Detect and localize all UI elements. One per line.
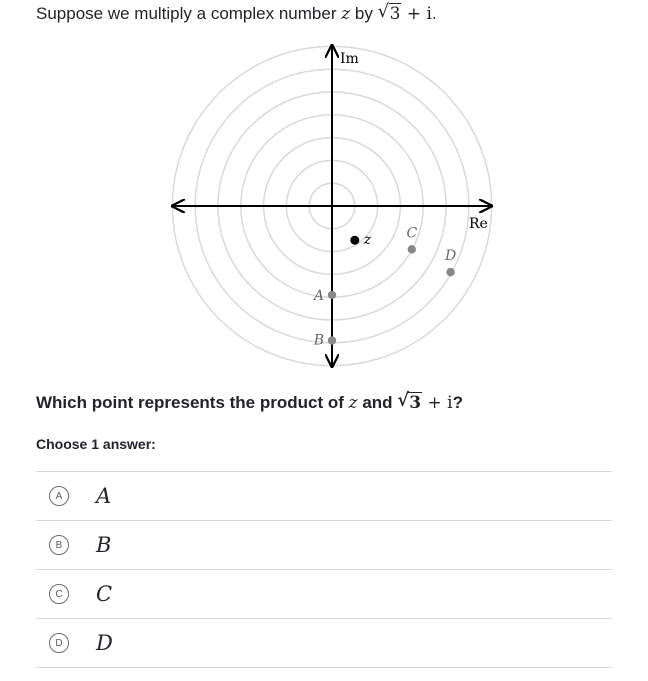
choose-label: Choose 1 answer:	[36, 436, 156, 452]
answer-choices	[36, 471, 612, 668]
question-text	[36, 391, 463, 415]
question-before: Which point represents the product of	[36, 393, 349, 412]
choice-c-text: C	[96, 582, 113, 606]
question-end: ?	[452, 393, 463, 412]
question-var-z: z	[348, 393, 358, 413]
problem-prompt	[36, 3, 437, 25]
plot-points	[312, 225, 456, 348]
point-a	[328, 291, 336, 299]
prompt-var-z: z	[341, 4, 351, 24]
point-d	[446, 268, 454, 276]
radio-circle-a[interactable]: A	[49, 486, 69, 506]
question-sqrt-expression	[397, 391, 422, 415]
prompt-text: Suppose we multiply a complex number	[36, 4, 342, 23]
imag-axis-label: Im	[340, 51, 359, 67]
point-label-b: B	[313, 332, 324, 349]
point-label-a: A	[313, 287, 324, 304]
point-label-c: C	[406, 225, 418, 242]
choice-b[interactable]	[36, 521, 612, 570]
question-sqrt-radicand: 3	[409, 393, 422, 413]
radio-circle-c[interactable]: C	[49, 584, 69, 604]
prompt-plus-i: + i	[401, 4, 432, 24]
prompt-by: by	[350, 4, 378, 23]
point-label-d: D	[444, 248, 457, 265]
point-b	[328, 336, 336, 344]
real-axis-label: Re	[469, 216, 488, 232]
choice-b-text: B	[96, 533, 112, 557]
question-and: and	[357, 393, 398, 412]
choice-c[interactable]	[36, 570, 612, 619]
point-c	[408, 245, 416, 253]
question-plus-i: + i	[422, 393, 453, 413]
point-z	[350, 236, 359, 245]
sqrt-expression	[378, 3, 402, 25]
choice-d[interactable]	[36, 619, 612, 668]
choice-d-text: D	[96, 631, 113, 655]
radio-circle-d[interactable]: D	[49, 633, 69, 653]
prompt-end: .	[431, 4, 437, 23]
complex-plane-plot	[170, 44, 495, 369]
sqrt-radicand: 3	[389, 4, 401, 24]
choice-a-text: A	[96, 484, 112, 508]
point-label-z: z	[363, 232, 372, 249]
choice-a[interactable]	[36, 472, 612, 521]
radio-circle-b[interactable]: B	[49, 535, 69, 555]
